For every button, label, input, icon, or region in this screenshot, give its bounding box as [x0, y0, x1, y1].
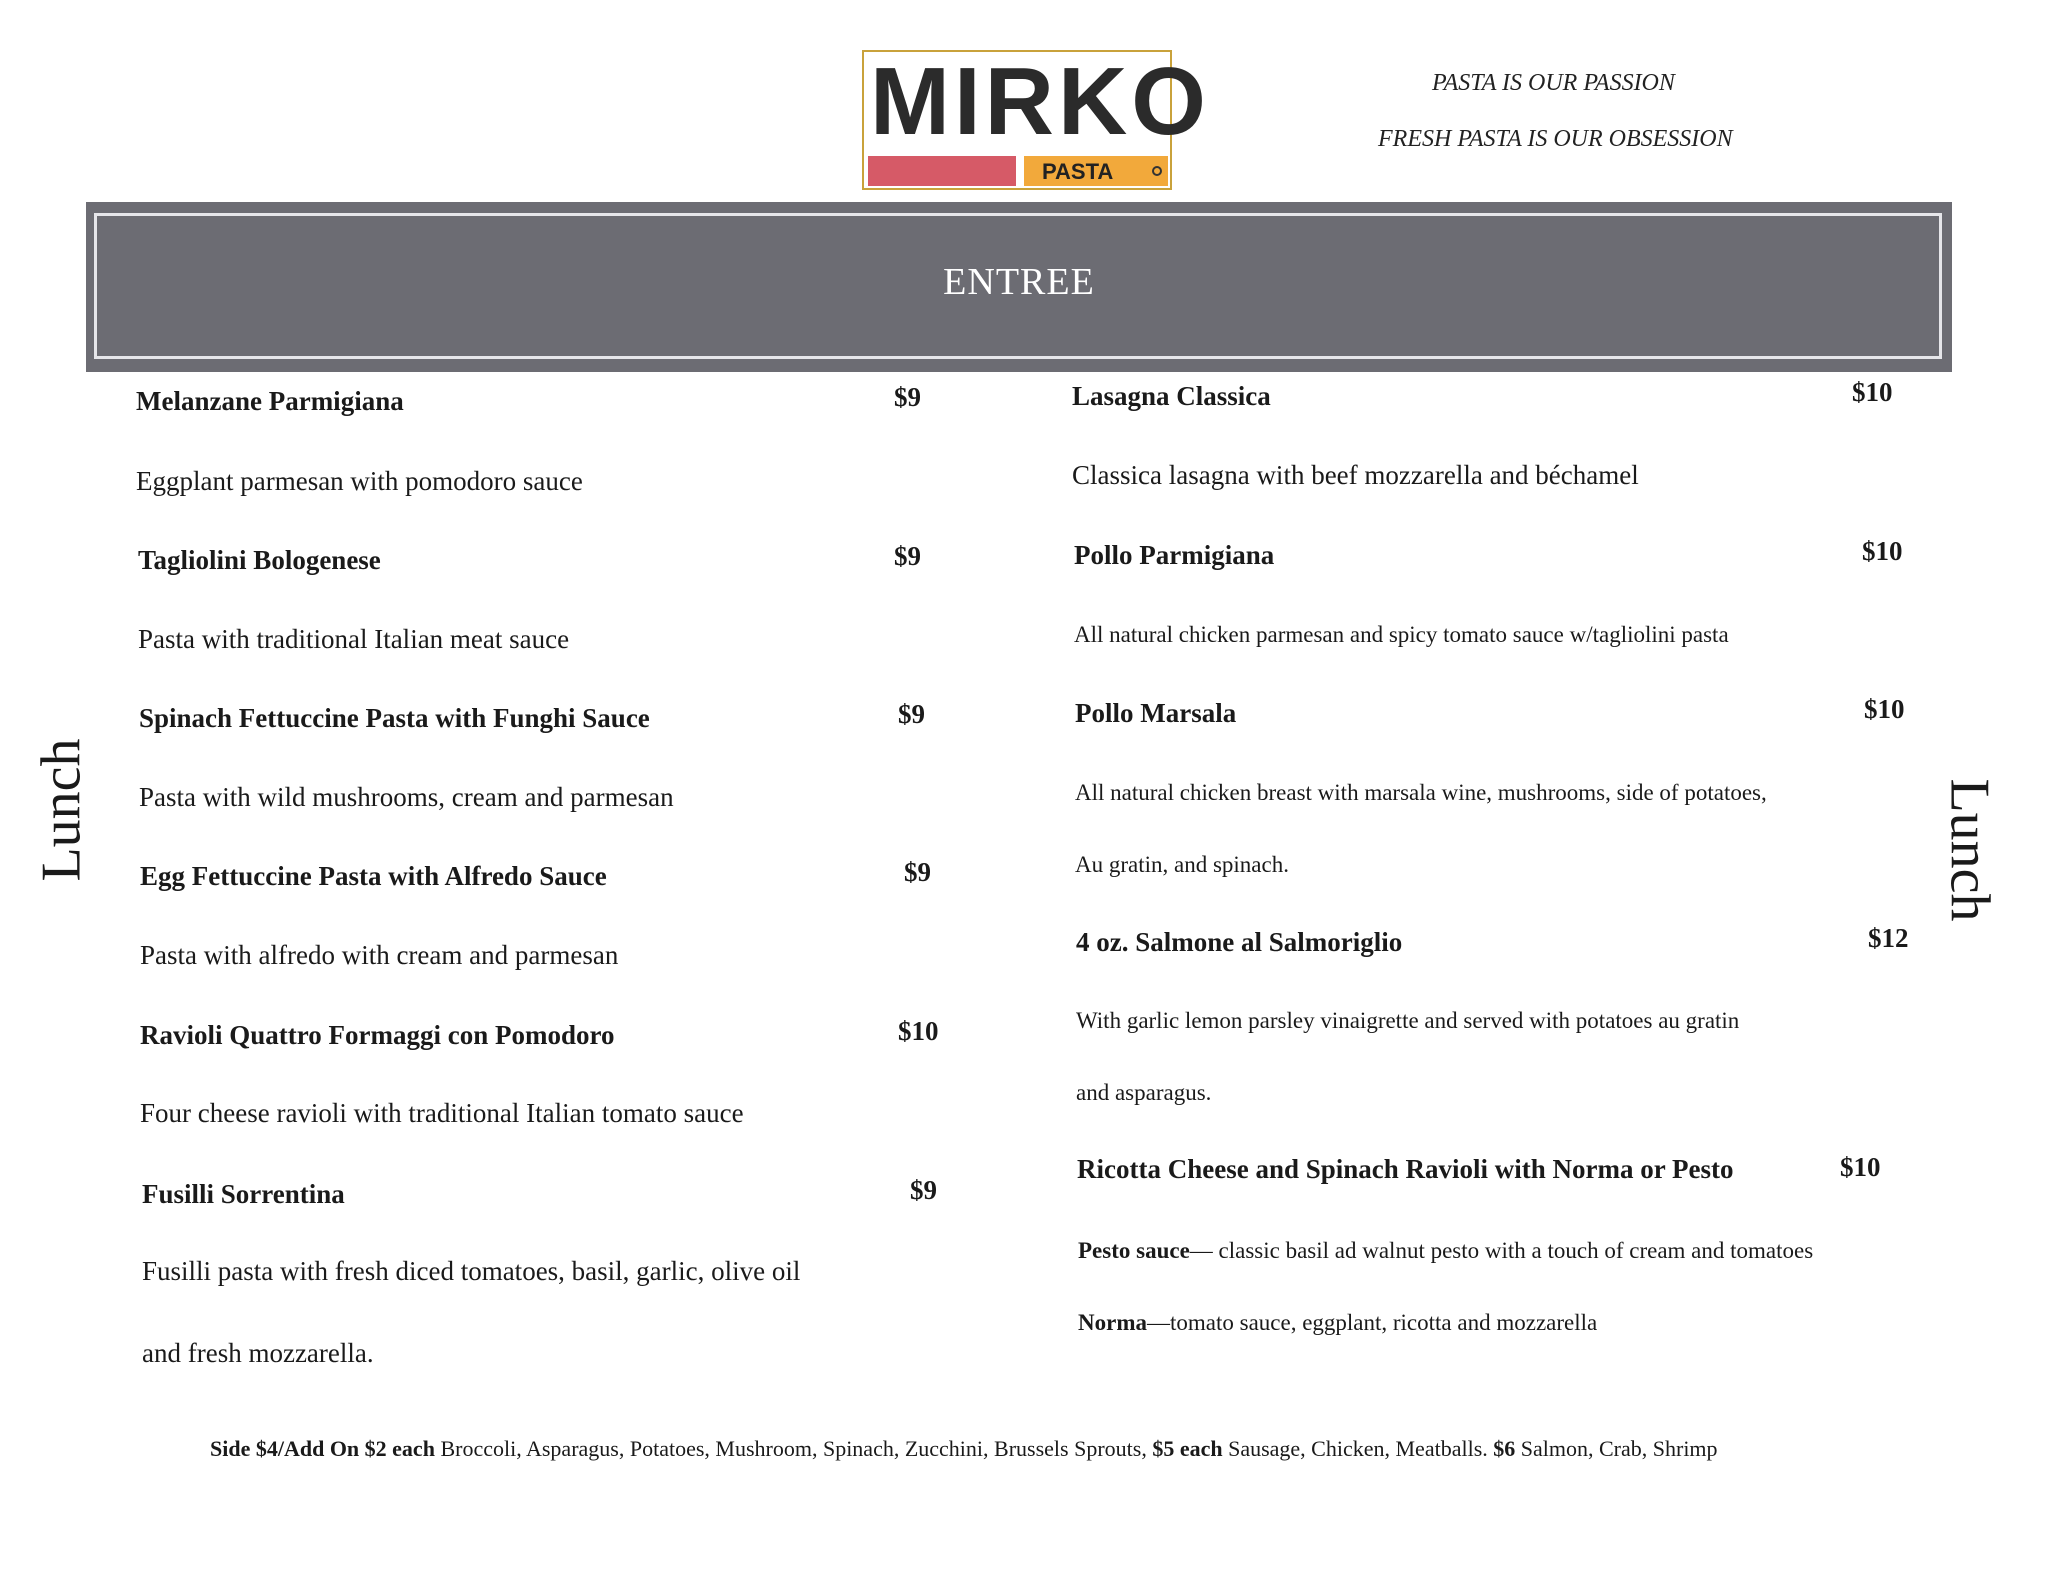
menu-item-name: Pollo Marsala: [1075, 698, 1237, 728]
menu-item-description: Pasta with wild mushrooms, cream and parmesan: [139, 782, 674, 812]
menu-item-price: $10: [1852, 377, 1893, 407]
menu-item-description: Four cheese ravioli with traditional Italian tomato sauce: [140, 1098, 744, 1128]
section-banner: [86, 202, 1952, 372]
menu-item-price: $12: [1868, 923, 1909, 953]
menu-item-name: Melanzane Parmigiana: [136, 386, 404, 416]
sauce-label: Pesto sauce: [1078, 1238, 1190, 1263]
section-title: ENTREE: [943, 261, 1095, 303]
menu-item-price: $9: [898, 699, 925, 729]
sides-list: Broccoli, Asparagus, Potatoes, Mushroom, Spinach, Zucchini, Brussels Sprouts,: [434, 1436, 1153, 1461]
menu-item-price: $9: [910, 1175, 937, 1205]
menu-item-price: $9: [894, 541, 921, 571]
menu-item-name: Ricotta Cheese and Spinach Ravioli with Norma or Pesto: [1077, 1154, 1734, 1184]
six-dollar-list: Salmon, Crab, Shrimp: [1515, 1436, 1718, 1461]
sauce-label: Norma: [1078, 1310, 1147, 1335]
logo-wordmark: MIRKO: [870, 48, 1210, 155]
menu-item-description: Eggplant parmesan with pomodoro sauce: [136, 466, 583, 496]
registered-mark-icon: [1152, 166, 1162, 176]
six-dollar-label: $6: [1493, 1436, 1516, 1461]
menu-item-description: Fusilli pasta with fresh diced tomatoes, basil, garlic, olive oil: [142, 1256, 801, 1286]
menu-item-description-cont: and asparagus.: [1076, 1080, 1212, 1105]
menu-item-description: Classica lasagna with beef mozzarella and béchamel: [1072, 460, 1639, 490]
menu-item-name: Spinach Fettuccine Pasta with Funghi Sauce: [139, 703, 650, 733]
menu-item-price: $10: [1862, 536, 1903, 566]
tagline-passion: PASTA IS OUR PASSION: [1432, 70, 1675, 96]
menu-item-description: All natural chicken breast with marsala wine, mushrooms, side of potatoes,: [1075, 780, 1767, 805]
tagline-obsession: FRESH PASTA IS OUR OBSESSION: [1378, 126, 1733, 152]
menu-item-name: 4 oz. Salmone al Salmoriglio: [1076, 927, 1403, 957]
logo-red-bar: [868, 156, 1016, 186]
five-dollar-label: $5 each: [1152, 1436, 1223, 1461]
five-dollar-list: Sausage, Chicken, Meatballs.: [1222, 1436, 1494, 1461]
menu-item-description-cont: Au gratin, and spinach.: [1075, 852, 1289, 877]
sauce-description: —tomato sauce, eggplant, ricotta and mozzarella: [1146, 1310, 1598, 1335]
logo-subtitle: PASTA: [1042, 159, 1114, 184]
sauce-option-norma: [1078, 1310, 1597, 1336]
menu-item-name: Pollo Parmigiana: [1074, 540, 1275, 570]
menu-item-price: $9: [904, 857, 931, 887]
menu-item-description-cont: and fresh mozzarella.: [142, 1338, 374, 1368]
menu-item-price: $10: [898, 1016, 939, 1046]
logo: [862, 48, 1210, 190]
sides-price-label: Side $4/Add On $2 each: [210, 1436, 435, 1461]
menu-item-description: Pasta with alfredo with cream and parmesan: [140, 940, 619, 970]
menu-item-price: $9: [894, 382, 921, 412]
menu-item-name: Egg Fettuccine Pasta with Alfredo Sauce: [140, 861, 607, 891]
menu-item-price: $10: [1864, 694, 1905, 724]
side-label-right: Lunch: [1938, 778, 2001, 922]
menu-item-name: Lasagna Classica: [1072, 381, 1271, 411]
menu-item-description: Pasta with traditional Italian meat sauce: [138, 624, 570, 654]
menu-item-description: All natural chicken parmesan and spicy tomato sauce w/tagliolini pasta: [1074, 622, 1729, 647]
menu-item-name: Tagliolini Bologenese: [138, 545, 381, 575]
side-label-left: Lunch: [30, 738, 93, 882]
sauce-option-pesto: [1078, 1238, 1813, 1264]
menu-item-description: With garlic lemon parsley vinaigrette and served with potatoes au gratin: [1076, 1008, 1740, 1033]
menu-item-name: Ravioli Quattro Formaggi con Pomodoro: [140, 1020, 615, 1050]
sides-addons-footer: [210, 1436, 1850, 1462]
sauce-description: — classic basil ad walnut pesto with a touch of cream and tomatoes: [1189, 1238, 1814, 1263]
menu-item-name: Fusilli Sorrentina: [142, 1179, 345, 1209]
menu-item-price: $10: [1840, 1152, 1881, 1182]
